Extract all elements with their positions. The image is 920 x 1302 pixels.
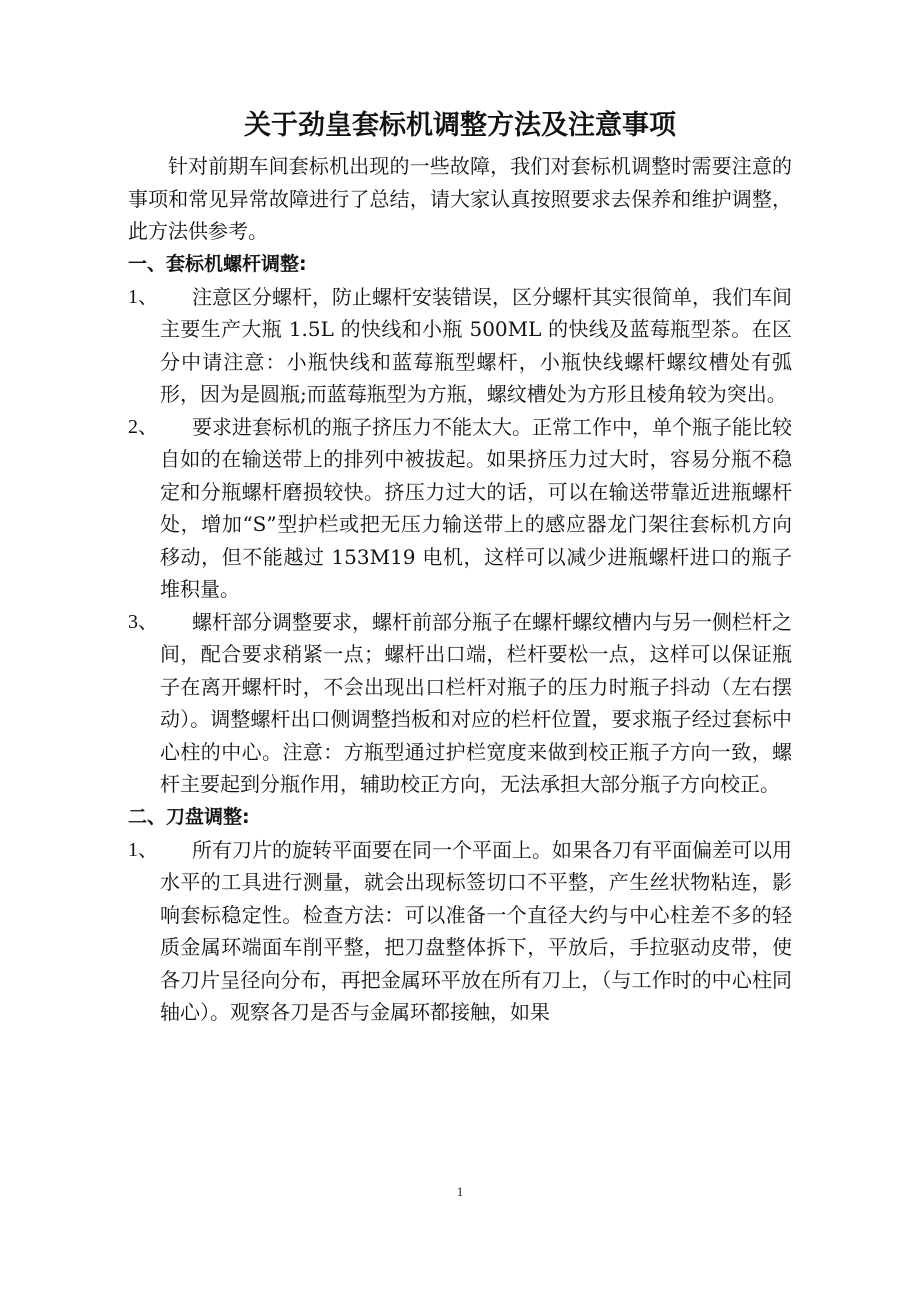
list-item-text: 所有刀片的旋转平面要在同一个平面上。如果各刀有平面偏差可以用水平的工具进行测量，就会出现标签切口不平整，产生丝状物粘连，影响套标稳定性。检查方法：可以准备一个直径大约与中心柱差不多的轻质金属环端面车削平整，把刀盘整体拆下，平放后，手拉驱动皮带，使各刀片呈径向分布，再把金属环平放在所有刀上，（与工作时的中心柱同轴心）。观察各刀是否与金属环都接触，如果 — [160, 837, 792, 1024]
list-item — [128, 606, 792, 801]
list-item-text: 注意区分螺杆，防止螺杆安装错误，区分螺杆其实很简单，我们车间主要生产大瓶 1.5L 的快线和小瓶 500ML 的快线及蓝莓瓶型茶。在区分中请注意：小瓶快线和蓝莓瓶型螺杆，小瓶快线螺杆螺纹槽处有弧形，因为是圆瓶;而蓝莓瓶型为方瓶，螺纹槽处为方形且棱角较为突出。 — [160, 284, 792, 406]
list-item — [128, 834, 792, 1029]
section-heading: 二、刀盘调整: — [128, 805, 250, 828]
list-item-text: 要求进套标机的瓶子挤压力不能太大。正常工作中，单个瓶子能比较自如的在输送带上的排列中被拔起。如果挤压力过大时，容易分瓶不稳定和分瓶螺杆磨损较快。挤压力过大的话，可以在输送带靠近进瓶螺杆处，增加“S”型护栏或把无压力输送带上的感应器龙门架往套标机方向移动，但不能越过 153M19 电机，这样可以减少进瓶螺杆进口的瓶子堆积量。 — [160, 414, 792, 601]
document-body — [128, 150, 792, 1029]
section-screw-adjustment — [128, 248, 792, 801]
page-number: 1 — [456, 1184, 464, 1199]
intro-paragraph: 针对前期车间套标机出现的一些故障，我们对套标机调整时需要注意的事项和常见异常故障进行了总结，请大家认真按照要求去保养和维护调整， 此方法供参考。 — [128, 154, 792, 243]
section-heading: 一、套标机螺杆调整: — [128, 252, 307, 275]
list-item — [128, 281, 792, 411]
list-item — [128, 411, 792, 606]
list-item-number: 1、 — [128, 838, 158, 861]
list-item-number: 2、 — [128, 415, 158, 438]
section-cutter-adjustment — [128, 801, 792, 1029]
list-item-number: 1、 — [128, 285, 158, 308]
list-item-number: 3、 — [128, 610, 158, 633]
document-title: 关于劲皇套标机调整方法及注意事项 — [244, 110, 676, 141]
list-item-text: 螺杆部分调整要求，螺杆前部分瓶子在螺杆螺纹槽内与另一侧栏杆之间，配合要求稍紧一点；螺杆出口端，栏杆要松一点，这样可以保证瓶子在离开螺杆时，不会出现出口栏杆对瓶子的压力时瓶子抖动（左右摆动）。调整螺杆出口侧调整挡板和对应的栏杆位置，要求瓶子经过套标中心柱的中心。注意：方瓶型通过护栏宽度来做到校正瓶子方向一致，螺杆主要起到分瓶作用，辅助校正方向，无法承担大部分瓶子方向校正。 — [160, 609, 792, 796]
